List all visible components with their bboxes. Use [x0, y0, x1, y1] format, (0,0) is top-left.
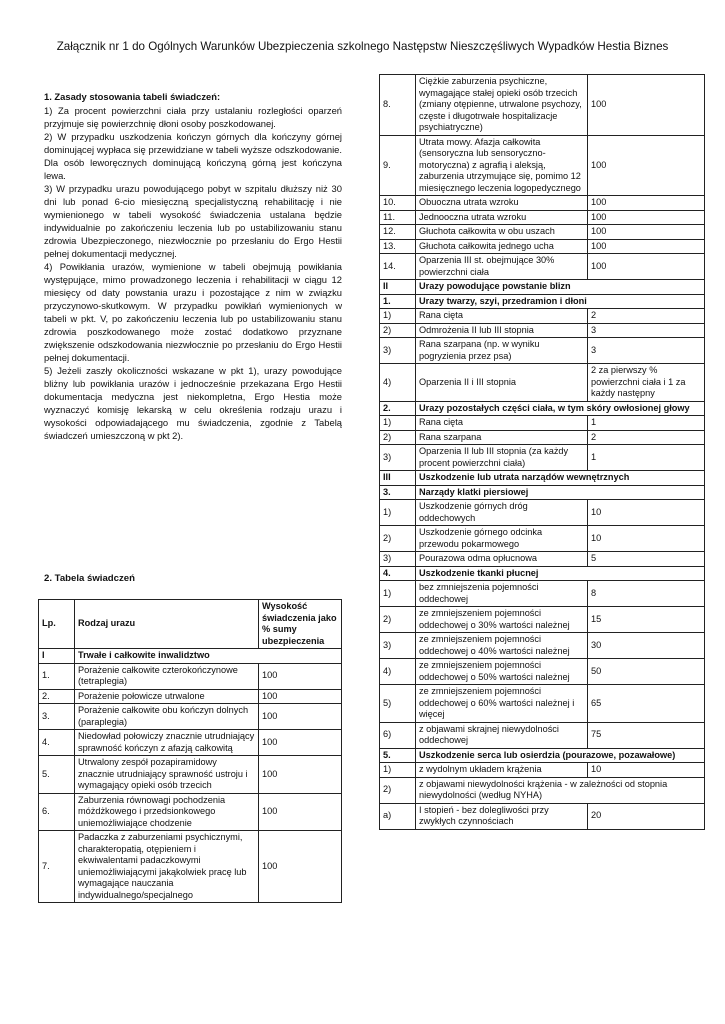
injury-description: Zaburzenia równowagi pochodzenia móżdżkowego i przedsionkowego uniemożliwiające chodzenie: [75, 793, 259, 831]
row-number: I: [39, 649, 75, 664]
benefit-percent: 3: [588, 323, 705, 338]
row-number: 3): [380, 633, 416, 659]
injury-description: z objawami niewydolności krążenia - w zależności od stopnia niewydolności (według NYHA): [416, 777, 705, 803]
table-row: [380, 280, 705, 295]
benefit-percent: 30: [588, 633, 705, 659]
injury-description: Jednooczna utrata wzroku: [416, 210, 588, 225]
injury-description: Rana cięta: [416, 416, 588, 431]
table-row: [39, 756, 342, 794]
injury-description: Głuchota całkowita jednego ucha: [416, 239, 588, 254]
table-row: [380, 225, 705, 240]
injury-description: Rana cięta: [416, 309, 588, 324]
injury-description: ze zmniejszeniem pojemności oddechowej o 50% wartości należnej: [416, 659, 588, 685]
injury-description: ze zmniejszeniem pojemności oddechowej o 40% wartości należnej: [416, 633, 588, 659]
benefit-percent: 100: [588, 75, 705, 136]
table-row: [39, 831, 342, 903]
injury-description: Urazy pozostałych części ciała, w tym skóry owłosionej głowy: [416, 401, 705, 416]
table-row: [380, 210, 705, 225]
row-number: 2): [380, 777, 416, 803]
row-number: 4): [380, 364, 416, 402]
table-row: [380, 803, 705, 829]
table-row: [380, 254, 705, 280]
table-row: [380, 748, 705, 763]
row-number: 2.: [380, 401, 416, 416]
injury-description: Odmrożenia II lub III stopnia: [416, 323, 588, 338]
table-row: [39, 793, 342, 831]
row-number: 1): [380, 500, 416, 526]
row-number: 6.: [39, 793, 75, 831]
injury-description: z objawami skrajnej niewydolności oddechowej: [416, 722, 588, 748]
injury-description: Utrata mowy. Afazja całkowita (sensoryczna lub sensoryczno-motoryczna) z agrafią i aleksją, zaburzenia utrzymujące się, pomimo 12 miesięcznego leczenia logopedycznego: [416, 135, 588, 196]
row-number: 1): [380, 581, 416, 607]
row-number: 7.: [39, 831, 75, 903]
table-row: [380, 196, 705, 211]
benefits-table-right: [379, 74, 705, 830]
injury-description: z wydolnym układem krążenia: [416, 763, 588, 778]
row-number: 14.: [380, 254, 416, 280]
benefits-table-left: [38, 599, 342, 903]
row-number: 5.: [380, 748, 416, 763]
table-row: [39, 704, 342, 730]
benefit-percent: 100: [588, 210, 705, 225]
benefit-percent: 1: [588, 416, 705, 431]
row-number: 8.: [380, 75, 416, 136]
injury-description: Ciężkie zaburzenia psychiczne, wymagające stałej opieki osób trzecich (zmiany otępienne, utrwalone psychozy, częste i długotrwałe hospitalizacje psychiatryczne): [416, 75, 588, 136]
row-number: 10.: [380, 196, 416, 211]
row-number: 3): [380, 338, 416, 364]
benefit-percent: 1: [588, 445, 705, 471]
row-number: 1): [380, 309, 416, 324]
benefit-percent: 100: [588, 239, 705, 254]
table-row: [380, 581, 705, 607]
table-row: [39, 649, 342, 664]
table-row: [380, 401, 705, 416]
table-row: [380, 722, 705, 748]
benefit-percent: 100: [259, 756, 342, 794]
injury-description: Utrwalony zespół pozapiramidowy znacznie utrudniający sprawność ustroju i wymagający opieki osób trzecich: [75, 756, 259, 794]
table-row: [380, 500, 705, 526]
injury-description: Oparzenia II lub III stopnia (za każdy procent powierzchni ciała): [416, 445, 588, 471]
injury-description: Oparzenia III st. obejmujące 30% powierzchni ciała: [416, 254, 588, 280]
benefit-percent: 100: [588, 196, 705, 211]
table-row: [39, 689, 342, 704]
injury-description: Uszkodzenie serca lub osierdzia (pourazowe, pozawałowe): [416, 748, 705, 763]
table-row: [380, 763, 705, 778]
table-row: [380, 485, 705, 500]
table-row: [380, 526, 705, 552]
row-number: 9.: [380, 135, 416, 196]
benefit-percent: 100: [259, 704, 342, 730]
row-number: 1.: [39, 663, 75, 689]
benefit-percent: 8: [588, 581, 705, 607]
table-row: [380, 445, 705, 471]
row-number: III: [380, 471, 416, 486]
paragraph-4: 4) Powikłania urazów, wymienione w tabeli obejmują powikłania występujące, mimo prowadzonego leczenia i rehabilitacji w ciągu 12 miesięcy od daty powstania urazu i pozostające z nim w związku przyczynowo-skutkowym. W przypadku powikłań wymienionych w tabeli w pkt. V, po zakończeniu leczenia lub po ustabilizowaniu stanu zdrowia poszkodowanego może zostać dodatkowo przyznane zwiększenie odszkodowania niezwłocznie po przesłaniu do Ergo Hestii pełnej dokumentacji.: [44, 261, 342, 363]
benefit-percent: 20: [588, 803, 705, 829]
row-number: 4.: [39, 730, 75, 756]
table-row: [380, 659, 705, 685]
injury-description: Porażenie całkowite obu kończyn dolnych (paraplegia): [75, 704, 259, 730]
header-lp: Lp.: [39, 600, 75, 649]
table-row: [380, 777, 705, 803]
right-table-body: [380, 75, 705, 830]
injury-description: Uszkodzenie tkanki płucnej: [416, 566, 705, 581]
benefit-percent: 100: [588, 254, 705, 280]
injury-description: Oparzenia II i III stopnia: [416, 364, 588, 402]
injury-description: I stopień - bez dolegliwości przy zwykłych czynnościach: [416, 803, 588, 829]
section2-heading: 2. Tabela świadczeń: [44, 573, 135, 584]
row-number: 13.: [380, 239, 416, 254]
table-row: [380, 323, 705, 338]
document-title: Załącznik nr 1 do Ogólnych Warunków Ubezpieczenia szkolnego Następstw Nieszczęśliwych Wypadków Hestia Biznes: [56, 40, 669, 53]
row-number: 5): [380, 685, 416, 723]
injury-description: Urazy powodujące powstanie blizn: [416, 280, 705, 295]
row-number: 3.: [39, 704, 75, 730]
row-number: 2): [380, 526, 416, 552]
table-row: [380, 552, 705, 567]
injury-description: Porażenie całkowite czterokończynowe (tetraplegia): [75, 663, 259, 689]
table-row: [380, 75, 705, 136]
injury-description: Uszkodzenie górnych dróg oddechowych: [416, 500, 588, 526]
section1-heading: 1. Zasady stosowania tabeli świadczeń:: [44, 91, 221, 102]
benefit-percent: 65: [588, 685, 705, 723]
benefit-percent: 100: [588, 225, 705, 240]
injury-description: Niedowład połowiczy znacznie utrudniający sprawność kończyn z afazją całkowitą: [75, 730, 259, 756]
benefit-percent: 100: [259, 831, 342, 903]
row-number: 4.: [380, 566, 416, 581]
benefit-percent: 10: [588, 500, 705, 526]
injury-description: ze zmniejszeniem pojemności oddechowej o 30% wartości należnej: [416, 607, 588, 633]
table-row: [380, 135, 705, 196]
table-row: [380, 239, 705, 254]
table-header-row: [39, 600, 342, 649]
benefit-percent: 50: [588, 659, 705, 685]
row-number: 6): [380, 722, 416, 748]
benefit-percent: 100: [259, 793, 342, 831]
injury-description: Trwałe i całkowite inwalidztwo: [75, 649, 342, 664]
section1: [44, 90, 342, 442]
row-number: a): [380, 803, 416, 829]
row-number: 12.: [380, 225, 416, 240]
table-row: [380, 430, 705, 445]
table-row: [380, 471, 705, 486]
injury-description: Rana szarpana: [416, 430, 588, 445]
row-number: 11.: [380, 210, 416, 225]
injury-description: Obuoczna utrata wzroku: [416, 196, 588, 211]
row-number: 2.: [39, 689, 75, 704]
table-row: [380, 294, 705, 309]
benefit-percent: 10: [588, 526, 705, 552]
table-row: [39, 663, 342, 689]
table-row: [380, 338, 705, 364]
injury-description: Porażenie połowicze utrwalone: [75, 689, 259, 704]
row-number: 2): [380, 430, 416, 445]
benefit-percent: 100: [259, 689, 342, 704]
injury-description: Urazy twarzy, szyi, przedramion i dłoni: [416, 294, 705, 309]
benefit-percent: 100: [588, 135, 705, 196]
benefit-percent: 15: [588, 607, 705, 633]
injury-description: Uszkodzenie lub utrata narządów wewnętrznych: [416, 471, 705, 486]
header-benefit-percent: Wysokość świadczenia jako % sumy ubezpieczenia: [259, 600, 342, 649]
row-number: 3.: [380, 485, 416, 500]
injury-description: Pourazowa odma opłucnowa: [416, 552, 588, 567]
injury-description: Głuchota całkowita w obu uszach: [416, 225, 588, 240]
row-number: 4): [380, 659, 416, 685]
injury-description: Rana szarpana (np. w wyniku pogryzienia przez psa): [416, 338, 588, 364]
header-injury-type: Rodzaj urazu: [75, 600, 259, 649]
table-row: [380, 633, 705, 659]
injury-description: ze zmniejszeniem pojemności oddechowej o 60% wartości należnej i więcej: [416, 685, 588, 723]
table-row: [380, 566, 705, 581]
left-table-body: [39, 649, 342, 903]
row-number: 3): [380, 445, 416, 471]
table-row: [380, 416, 705, 431]
table-row: [380, 685, 705, 723]
row-number: 5.: [39, 756, 75, 794]
benefit-percent: 100: [259, 730, 342, 756]
injury-description: Uszkodzenie górnego odcinka przewodu pokarmowego: [416, 526, 588, 552]
row-number: 1.: [380, 294, 416, 309]
paragraph-2: 2) W przypadku uszkodzenia kończyn górnych dla kończyny górnej dominującej wypłaca się przewidziane w tabeli wyższe odszkodowanie. Dla osób leworęcznych dominującą kończyną górną jest kończyna lewa.: [44, 131, 342, 181]
table-row: [380, 607, 705, 633]
benefit-percent: 10: [588, 763, 705, 778]
row-number: 2): [380, 323, 416, 338]
injury-description: Padaczka z zaburzeniami psychicznymi, charakteropatią, otępieniem i ekwiwalentami padaczkowymi uniemożliwiającymi jakąkolwiek pracę lub wymagające nauczania indywidualnego/specjalnego: [75, 831, 259, 903]
injury-description: bez zmniejszenia pojemności oddechowej: [416, 581, 588, 607]
row-number: 3): [380, 552, 416, 567]
row-number: 1): [380, 763, 416, 778]
row-number: 1): [380, 416, 416, 431]
benefit-percent: 2: [588, 430, 705, 445]
table-row: [380, 364, 705, 402]
table-row: [380, 309, 705, 324]
row-number: II: [380, 280, 416, 295]
row-number: 2): [380, 607, 416, 633]
paragraph-3: 3) W przypadku urazu powodującego pobyt w szpitalu dłuższy niż 30 dni lub ponad 6-cio miesięczną specjalistyczną rehabilitację i nie wymienionego w tabeli wysokość świadczenia ustalana będzie indywidualnie po zakończeniu leczenia lub po ustabilizowaniu stanu zdrowia Ubezpieczonego, niezwłocznie po przesłaniu do Ergo Hestii pełnej dokumentacji medycznej.: [44, 183, 342, 259]
paragraph-5: 5) Jeżeli zaszły okoliczności wskazane w pkt 1), urazy powodujące bliżny lub powikłania urazów i jednocześnie przekazana Ergo Hestii dokumentacja medyczna jest niekompletna, Ergo Hestia może wyznaczyć komisję lekarską w celu określenia rodzaju urazu i wysokości odpowiadającego mu świadczenia, zgodnie z Tabelą świadczeń umieszczoną w pkt 2).: [44, 365, 342, 441]
table-row: [39, 730, 342, 756]
paragraph-1: 1) Za procent powierzchni ciała przy ustalaniu rozległości oparzeń przyjmuje się powierzchnię dłoni osoby poszkodowanej.: [44, 105, 342, 129]
benefit-percent: 5: [588, 552, 705, 567]
benefit-percent: 100: [259, 663, 342, 689]
injury-description: Narządy klatki piersiowej: [416, 485, 705, 500]
benefit-percent: 2 za pierwszy % powierzchni ciała i 1 za każdy następny: [588, 364, 705, 402]
benefit-percent: 3: [588, 338, 705, 364]
benefit-percent: 75: [588, 722, 705, 748]
benefit-percent: 2: [588, 309, 705, 324]
